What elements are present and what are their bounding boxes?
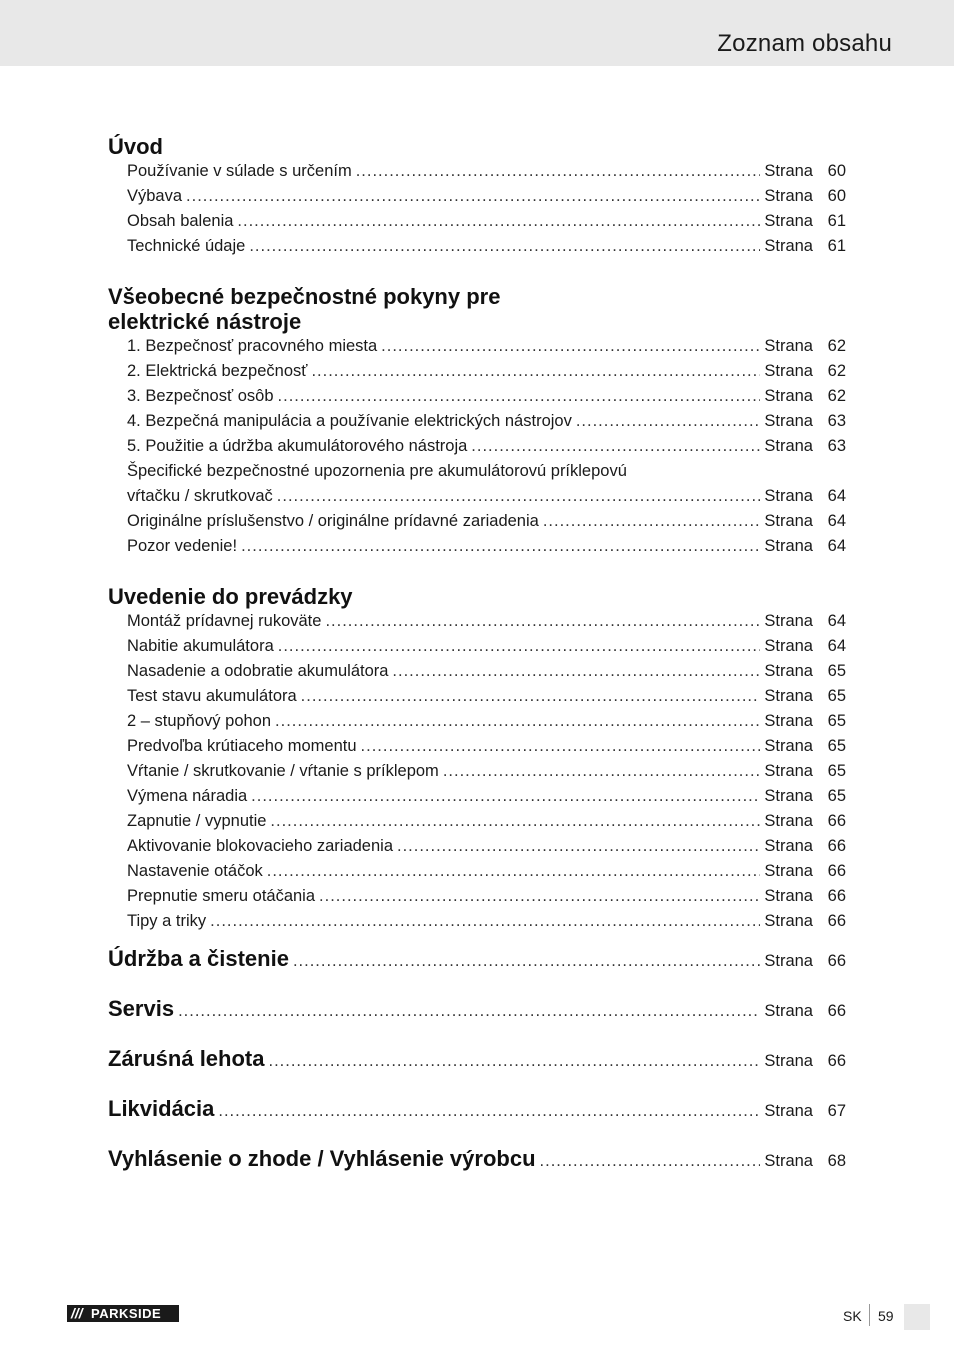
section-title-text: Servis <box>108 996 175 1021</box>
page-number: 65 <box>827 787 846 805</box>
toc-entry[interactable] <box>127 784 846 809</box>
toc-entry[interactable] <box>127 509 846 534</box>
page-number: 66 <box>827 837 846 855</box>
dot-leader <box>268 1036 760 1086</box>
page-word: Strana <box>764 487 813 505</box>
entry-label: Originálne príslušenstvo / originálne prídavné zariadenia <box>127 512 539 530</box>
entry-label: 4. Bezpečná manipulácia a používanie elektrických nástrojov <box>127 412 572 430</box>
entry-label: Používanie v súlade s určením <box>127 162 352 180</box>
dot-leader <box>251 784 760 809</box>
section-title-text: Uvedenie do prevádzky <box>108 584 353 609</box>
toc-entry[interactable] <box>127 184 846 209</box>
entry-label: Prepnutie smeru otáčania <box>127 887 316 905</box>
dot-leader <box>178 986 760 1036</box>
dot-leader <box>311 359 760 384</box>
page-word: Strana <box>764 862 813 880</box>
entry-label: 3. Bezpečnosť osôb <box>127 387 274 405</box>
page-word: Strana <box>764 412 813 430</box>
toc-section-entry[interactable] <box>108 1084 846 1134</box>
section-titled-list <box>108 934 846 1184</box>
toc-section-entry[interactable] <box>108 934 846 984</box>
toc-entry[interactable] <box>127 359 846 384</box>
dot-leader <box>275 709 760 734</box>
entry-label: 1. Bezpečnosť pracovného miesta <box>127 337 378 355</box>
dot-leader <box>381 334 760 359</box>
entry-label: Pozor vedenie! <box>127 537 238 555</box>
page-number: 62 <box>827 362 846 380</box>
page-number: 60 <box>827 162 846 180</box>
entry-label: Obsah balenia <box>127 212 234 230</box>
section-title-text: Vyhlásenie o zhode / Vyhlásenie výrobcu <box>108 1146 536 1171</box>
entry-label: 2 – stupňový pohon <box>127 712 272 730</box>
entry-label: 2. Elektrická bezpečnosť <box>127 362 308 380</box>
toc-entry[interactable] <box>127 234 846 259</box>
page-word: Strana <box>764 362 813 380</box>
page-word: Strana <box>764 662 813 680</box>
page-number: 65 <box>827 687 846 705</box>
page-number: 66 <box>827 887 846 905</box>
dot-leader <box>471 434 760 459</box>
entry-label: 5. Použitie a údržba akumulátorového nástroja <box>127 437 468 455</box>
dot-leader <box>301 684 761 709</box>
section-title-text: Záruśná lehota <box>108 1046 265 1071</box>
section-title <box>108 284 846 334</box>
page-number: 65 <box>827 712 846 730</box>
page-number: 65 <box>827 662 846 680</box>
toc-entry[interactable] <box>127 759 846 784</box>
page-word: Strana <box>764 887 813 905</box>
toc-entry[interactable] <box>127 734 846 759</box>
page-word: Strana <box>764 787 813 805</box>
dot-leader <box>543 509 761 534</box>
language-code: SK <box>843 1308 862 1324</box>
page-word: Strana <box>764 737 813 755</box>
page-word: Strana <box>764 187 813 205</box>
entry-label: Výmena náradia <box>127 787 248 805</box>
entry-label: Montáž prídavnej rukoväte <box>127 612 322 630</box>
table-of-contents <box>108 134 846 1184</box>
page-word: Strana <box>764 1152 813 1170</box>
page-number: 60 <box>827 187 846 205</box>
page-number: 66 <box>827 952 846 970</box>
toc-entry[interactable] <box>127 409 846 434</box>
section-title-line-1: Všeobecné bezpečnostné pokyny pre <box>108 284 501 309</box>
page-word: Strana <box>764 237 813 255</box>
page-word: Strana <box>764 212 813 230</box>
section-title <box>108 134 846 159</box>
page-word: Strana <box>764 337 813 355</box>
page-number: 67 <box>827 1102 846 1120</box>
toc-entry[interactable] <box>127 909 846 934</box>
toc-entry[interactable] <box>127 434 846 459</box>
page-number: 66 <box>827 1052 846 1070</box>
logo-slashes-icon: /// <box>71 1305 83 1321</box>
section-bezpecnost <box>108 284 846 559</box>
dot-leader <box>277 484 761 509</box>
section-title <box>108 584 846 609</box>
logo-text: PARKSIDE <box>91 1306 162 1321</box>
page-word: Strana <box>764 612 813 630</box>
page-number: 61 <box>827 212 846 230</box>
dot-leader <box>241 534 760 559</box>
page-number: 64 <box>827 537 846 555</box>
dot-leader <box>218 1086 760 1136</box>
section-title-text: Údržba a čistenie <box>108 946 289 971</box>
page-word: Strana <box>764 162 813 180</box>
toc-entry[interactable] <box>127 384 846 409</box>
entry-label: Technické údaje <box>127 237 246 255</box>
dot-leader <box>278 634 761 659</box>
entry-label: Nabitie akumulátora <box>127 637 274 655</box>
entry-label: Predvoľba krútiaceho momentu <box>127 737 357 755</box>
toc-entry[interactable] <box>127 609 846 634</box>
entry-label: Tipy a triky <box>127 912 207 930</box>
toc-entry[interactable] <box>127 684 846 709</box>
section-entries <box>127 334 846 559</box>
page-word: Strana <box>764 712 813 730</box>
section-entries <box>127 609 846 934</box>
page-number: 66 <box>827 1002 846 1020</box>
entry-label: Zapnutie / vypnutie <box>127 812 267 830</box>
page-number: 66 <box>827 812 846 830</box>
page-number: 64 <box>827 512 846 530</box>
entry-label-line-1[interactable]: Špecifické bezpečnostné upozornenia pre akumulátorovú príklepovú <box>127 462 627 480</box>
page-word: Strana <box>764 912 813 930</box>
dot-leader <box>397 834 760 859</box>
toc-entry[interactable] <box>127 659 846 684</box>
page-word: Strana <box>764 837 813 855</box>
page-word: Strana <box>764 1052 813 1070</box>
page-number: 62 <box>827 387 846 405</box>
page-number: 61 <box>827 237 846 255</box>
footer-divider <box>869 1304 870 1326</box>
toc-entry[interactable] <box>127 809 846 834</box>
toc-entry[interactable] <box>127 884 846 909</box>
dot-leader <box>186 184 760 209</box>
toc-section-entry[interactable] <box>108 1034 846 1084</box>
toc-entry[interactable] <box>127 709 846 734</box>
page-word: Strana <box>764 537 813 555</box>
page-word: Strana <box>764 1002 813 1020</box>
toc-entry[interactable] <box>127 634 846 659</box>
toc-entry[interactable] <box>127 484 846 509</box>
page-number: 64 <box>827 637 846 655</box>
page-word: Strana <box>764 687 813 705</box>
toc-entry[interactable] <box>127 834 846 859</box>
toc-entry[interactable] <box>127 159 846 184</box>
section-entries <box>127 159 846 259</box>
toc-entry[interactable] <box>127 209 846 234</box>
dot-leader <box>576 409 761 434</box>
toc-entry[interactable] <box>127 859 846 884</box>
page-word: Strana <box>764 762 813 780</box>
page-number: 65 <box>827 762 846 780</box>
dot-leader <box>392 659 760 684</box>
page-number: 68 <box>827 1152 846 1170</box>
page-title: Zoznam obsahu <box>717 30 892 57</box>
section-title-line-2: elektrické nástroje <box>108 309 302 334</box>
entry-label: Nastavenie otáčok <box>127 862 263 880</box>
page-word: Strana <box>764 1102 813 1120</box>
page-number: 64 <box>827 612 846 630</box>
footer-corner-box <box>904 1304 930 1330</box>
section-title-text: Úvod <box>108 134 163 159</box>
page-word: Strana <box>764 512 813 530</box>
dot-leader <box>361 734 761 759</box>
page-number: 62 <box>827 337 846 355</box>
dot-leader <box>278 384 761 409</box>
dot-leader <box>270 809 760 834</box>
toc-entry[interactable] <box>127 334 846 359</box>
page-number: 65 <box>827 737 846 755</box>
section-uvedenie <box>108 584 846 934</box>
page-word: Strana <box>764 437 813 455</box>
page-word: Strana <box>764 812 813 830</box>
toc-section-entry[interactable] <box>108 1134 846 1184</box>
entry-label: Vŕtanie / skrutkovanie / vŕtanie s príklepom <box>127 762 439 780</box>
dot-leader <box>293 936 760 986</box>
section-title-text: Likvidácia <box>108 1096 215 1121</box>
page-word: Strana <box>764 637 813 655</box>
page-number: 66 <box>827 912 846 930</box>
entry-label-line-2: vŕtačku / skrutkovač <box>127 487 273 505</box>
dot-leader <box>356 159 761 184</box>
dot-leader <box>249 234 760 259</box>
toc-section-entry[interactable] <box>108 984 846 1034</box>
page-number: 63 <box>827 412 846 430</box>
entry-label: Test stavu akumulátora <box>127 687 297 705</box>
dot-leader <box>267 859 761 884</box>
page-word: Strana <box>764 952 813 970</box>
entry-label: Nasadenie a odobratie akumulátora <box>127 662 389 680</box>
dot-leader <box>325 609 760 634</box>
dot-leader <box>237 209 760 234</box>
page-number: 63 <box>827 437 846 455</box>
page-number-footer: 59 <box>878 1308 894 1324</box>
toc-entry[interactable] <box>127 534 846 559</box>
page-number: 64 <box>827 487 846 505</box>
dot-leader <box>540 1136 761 1186</box>
page-number: 66 <box>827 862 846 880</box>
dot-leader <box>319 884 760 909</box>
entry-label: Aktivovanie blokovacieho zariadenia <box>127 837 393 855</box>
parkside-logo <box>67 1305 179 1322</box>
dot-leader <box>210 909 760 934</box>
entry-label: Výbava <box>127 187 183 205</box>
page-word: Strana <box>764 387 813 405</box>
dot-leader <box>443 759 761 784</box>
section-uvod <box>108 134 846 259</box>
